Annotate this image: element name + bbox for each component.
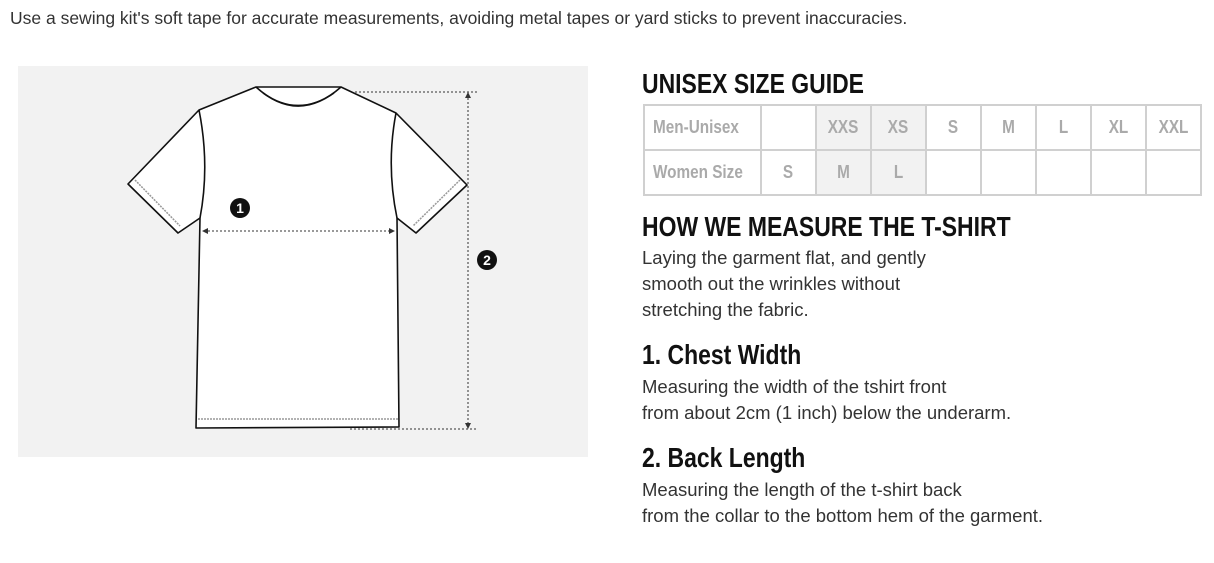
table-cell: L xyxy=(893,162,904,182)
table-cell: XXL xyxy=(1158,117,1189,137)
back-title: 2. Back Length xyxy=(642,442,806,473)
size-table xyxy=(643,104,1202,196)
row-label: Men-Unisex xyxy=(653,117,739,137)
how-title: HOW WE MEASURE THE T-SHIRT xyxy=(642,211,1011,242)
chest-title: 1. Chest Width xyxy=(642,339,802,370)
svg-text:2: 2 xyxy=(483,252,491,268)
tshirt-diagram xyxy=(18,66,588,457)
table-row xyxy=(644,105,1201,150)
tshirt-body xyxy=(128,87,467,428)
row-label: Women Size xyxy=(653,162,743,182)
svg-text:1: 1 xyxy=(236,200,244,216)
back-text: Measuring the length of the t-shirt back from the collar to the bottom hem of the garment. xyxy=(642,479,1044,526)
table-row xyxy=(644,150,1201,195)
intro-text: Use a sewing kit's soft tape for accurate measurements, avoiding metal tapes or yard sticks to prevent inaccuracies. xyxy=(10,8,908,28)
table-cell: M xyxy=(837,162,850,182)
table-cell: XL xyxy=(1108,117,1129,137)
size-guide-title: UNISEX SIZE GUIDE xyxy=(642,68,864,99)
table-cell: S xyxy=(783,162,794,182)
marker-1 xyxy=(230,198,250,218)
chest-text: Measuring the width of the tshirt front from about 2cm (1 inch) below the underarm. xyxy=(642,376,1012,423)
table-cell: S xyxy=(948,117,959,137)
how-text: Laying the garment flat, and gently smooth out the wrinkles without stretching the fabric. xyxy=(642,247,926,320)
table-cell: XXS xyxy=(828,117,859,137)
table-cell: XS xyxy=(888,117,909,137)
marker-2 xyxy=(477,250,497,270)
table-cell: M xyxy=(1002,117,1015,137)
table-cell: L xyxy=(1058,117,1069,137)
